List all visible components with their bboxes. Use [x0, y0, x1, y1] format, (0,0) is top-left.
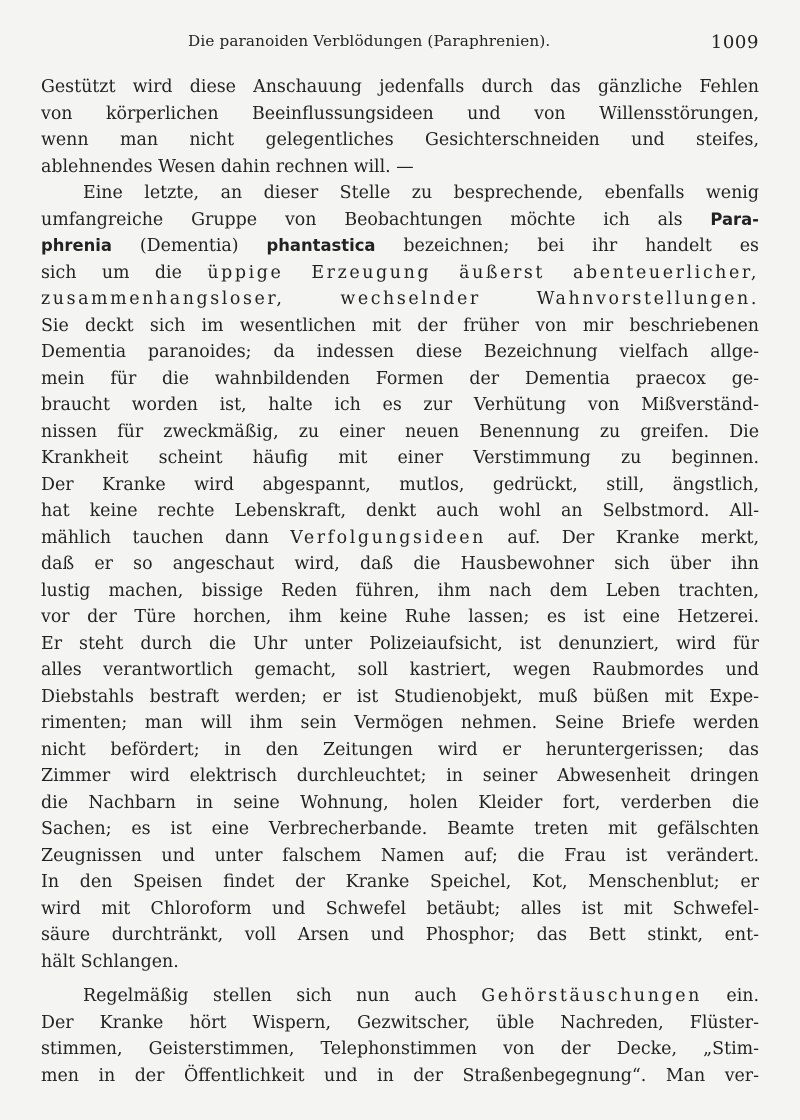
text-line: daß er so angeschaut wird, daß die Hausbewohner sich über ihn: [41, 554, 759, 574]
text-line: sich um die üppige Erzeugung äußerst abenteuerlicher,: [41, 262, 759, 283]
text-line: umfangreiche Gruppe von Beobachtungen möchte ich als Para-: [41, 209, 759, 230]
text-line: Der Kranke hört Wispern, Gezwitscher, üble Nachreden, Flüster-: [41, 1012, 759, 1033]
text-line: ablehnendes Wesen dahin rechnen will. —: [41, 156, 414, 177]
text-line: phrenia (Dementia) phantastica bezeichnen; bei ihr handelt es: [41, 236, 759, 256]
text-line: alles verantwortlich gemacht, soll kastriert, wegen Raubmordes und: [41, 660, 759, 680]
text-line: Regelmäßig stellen sich nun auch Gehörstäuschungen ein.: [83, 986, 759, 1006]
text-line: Gestützt wird diese Anschauung jedenfalls durch das gänzliche Fehlen: [41, 77, 759, 97]
text-line: hält Schlangen.: [41, 951, 179, 972]
body-text: [41, 74, 759, 1089]
text-line: Dementia paranoides; da indessen diese Bezeichnung vielfach allge-: [41, 342, 759, 362]
text-line: wenn man nicht gelegentliches Gesichterschneiden und steifes,: [41, 130, 759, 150]
text-line: vor der Türe horchen, ihm keine Ruhe lassen; es ist eine Hetzerei.: [41, 607, 759, 627]
text-line: von körperlichen Beeinflussungsideen und von Willensstörungen,: [41, 103, 759, 124]
text-line: Diebstahls bestraft werden; er ist Studienobjekt, muß büßen mit Expe-: [41, 686, 759, 707]
spaced-emphasis: üppige Erzeugung äußerst abenteuerlicher,: [207, 262, 759, 283]
text-line: rimenten; man will ihm sein Vermögen nehmen. Seine Briefe werden: [41, 713, 759, 733]
running-head-title: Die paranoiden Verblödungen (Paraphrenien).: [188, 32, 551, 50]
bold-term: phrenia: [41, 236, 112, 255]
bold-term: phantastica: [266, 236, 376, 255]
text-line: stimmen, Geisterstimmen, Telephonstimmen von der Decke, „Stim-: [41, 1039, 759, 1059]
text-line: wird mit Chloroform und Schwefel betäubt; alles ist mit Schwefel-: [41, 898, 759, 919]
text-line: men in der Öffentlichkeit und in der Straßenbegegnung“. Man ver-: [41, 1065, 759, 1086]
text-line: Der Kranke wird abgespannt, mutlos, gedrückt, still, ängstlich,: [41, 474, 759, 495]
text-line: Sachen; es ist eine Verbrecherbande. Beamte treten mit gefälschten: [41, 819, 759, 839]
text-line: Sie deckt sich im wesentlichen mit der früher von mir beschriebenen: [41, 315, 759, 336]
text-line: Eine letzte, an dieser Stelle zu besprechende, ebenfalls wenig: [83, 183, 759, 203]
text-line: hat keine rechte Lebenskraft, denkt auch wohl an Selbstmord. All-: [41, 501, 759, 521]
paragraph: [41, 180, 759, 975]
paragraph: [41, 983, 759, 1089]
text-line: braucht worden ist, halte ich es zur Verhütung von Mißverständ-: [41, 395, 759, 415]
text-line: mählich tauchen dann Verfolgungsideen auf. Der Kranke merkt,: [41, 527, 759, 548]
text-line: Er steht durch die Uhr unter Polizeiaufsicht, ist denunziert, wird für: [41, 633, 759, 654]
text-line: In den Speisen findet der Kranke Speichel, Kot, Menschenblut; er: [41, 872, 759, 892]
text-line: nissen für zweckmäßig, zu einer neuen Benennung zu greifen. Die: [41, 421, 759, 442]
paragraph: [41, 74, 759, 180]
bold-term: Para-: [710, 209, 759, 229]
spaced-emphasis: Gehörstäuschungen: [481, 986, 702, 1006]
text-line: Zeugnissen und unter falschem Namen auf; die Frau ist verändert.: [41, 845, 759, 866]
text-line: säure durchtränkt, voll Arsen und Phosphor; das Bett stinkt, ent-: [41, 925, 759, 945]
text-line: Zimmer wird elektrisch durchleuchtet; in seiner Abwesenheit dringen: [41, 766, 759, 786]
spaced-emphasis: zusammenhangsloser, wechselnder Wahnvorstellungen.: [41, 289, 759, 309]
text-line: [41, 286, 759, 313]
paragraph-gap: [41, 975, 759, 983]
text-line: mein für die wahnbildenden Formen der Dementia praecox ge-: [41, 368, 759, 389]
page-number: 1009: [710, 32, 759, 53]
spaced-emphasis: Verfolgungsideen: [290, 527, 486, 548]
running-head: [41, 32, 759, 58]
text-line: die Nachbarn in seine Wohnung, holen Kleider fort, verderben die: [41, 792, 759, 813]
text-line: Krankheit scheint häufig mit einer Verstimmung zu beginnen.: [41, 448, 759, 468]
text-line: lustig machen, bissige Reden führen, ihm nach dem Leben trachten,: [41, 580, 759, 601]
text-line: nicht befördert; in den Zeitungen wird er heruntergerissen; das: [41, 739, 759, 760]
